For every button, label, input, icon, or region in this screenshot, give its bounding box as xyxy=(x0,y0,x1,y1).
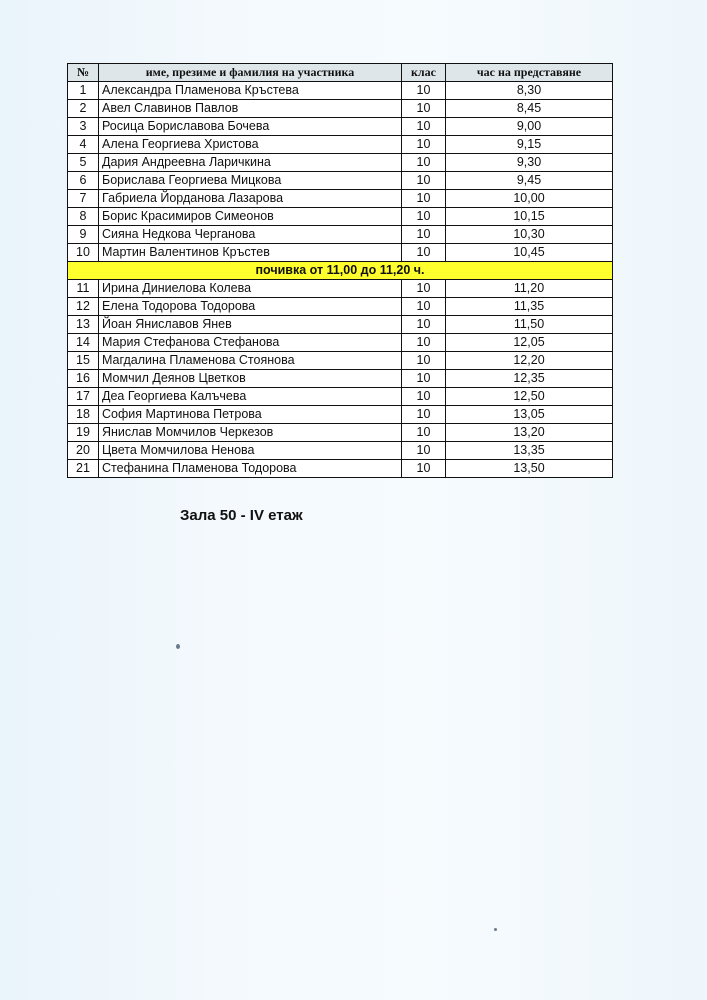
participant-class: 10 xyxy=(402,100,446,118)
participant-name: Дария Андреевна Ларичкина xyxy=(99,154,402,172)
presentation-time: 12,20 xyxy=(446,352,613,370)
participant-name: София Мартинова Петрова xyxy=(99,406,402,424)
participant-class: 10 xyxy=(402,334,446,352)
row-number: 4 xyxy=(68,136,99,154)
break-label: почивка от 11,00 до 11,20 ч. xyxy=(68,262,613,280)
participant-class: 10 xyxy=(402,298,446,316)
table-row xyxy=(68,352,613,370)
table-row xyxy=(68,226,613,244)
participant-name: Александра Пламенова Кръстева xyxy=(99,82,402,100)
table-row xyxy=(68,208,613,226)
participant-class: 10 xyxy=(402,442,446,460)
participant-name: Сияна Недкова Черганова xyxy=(99,226,402,244)
row-number: 21 xyxy=(68,460,99,478)
participant-name: Мартин Валентинов Кръстев xyxy=(99,244,402,262)
participant-class: 10 xyxy=(402,424,446,442)
row-number: 5 xyxy=(68,154,99,172)
participant-name: Йоан Яниславов Янев xyxy=(99,316,402,334)
table-row xyxy=(68,406,613,424)
participant-name: Стефанина Пламенова Тодорова xyxy=(99,460,402,478)
presentation-time: 8,45 xyxy=(446,100,613,118)
table-row xyxy=(68,280,613,298)
participant-name: Магдалина Пламенова Стоянова xyxy=(99,352,402,370)
scan-speck xyxy=(494,928,497,931)
row-number: 20 xyxy=(68,442,99,460)
table-row xyxy=(68,424,613,442)
presentation-time: 13,35 xyxy=(446,442,613,460)
scan-speck xyxy=(176,644,180,649)
presentation-time: 12,35 xyxy=(446,370,613,388)
table-row xyxy=(68,298,613,316)
presentation-time: 10,00 xyxy=(446,190,613,208)
participant-name: Ирина Диниелова Колева xyxy=(99,280,402,298)
row-number: 18 xyxy=(68,406,99,424)
participant-class: 10 xyxy=(402,208,446,226)
table-header-row xyxy=(68,64,613,82)
row-number: 3 xyxy=(68,118,99,136)
table-row xyxy=(68,460,613,478)
header-class: клас xyxy=(402,64,446,82)
presentation-time: 9,15 xyxy=(446,136,613,154)
participant-name: Борислава Георгиева Мицкова xyxy=(99,172,402,190)
participants-table xyxy=(67,63,613,478)
row-number: 11 xyxy=(68,280,99,298)
participant-class: 10 xyxy=(402,352,446,370)
participant-class: 10 xyxy=(402,226,446,244)
table-row xyxy=(68,442,613,460)
table-row xyxy=(68,100,613,118)
table-row xyxy=(68,154,613,172)
participant-class: 10 xyxy=(402,154,446,172)
row-number: 2 xyxy=(68,100,99,118)
presentation-time: 11,50 xyxy=(446,316,613,334)
row-number: 10 xyxy=(68,244,99,262)
table-row xyxy=(68,118,613,136)
header-name: име, презиме и фамилия на участника xyxy=(99,64,402,82)
participant-name: Борис Красимиров Симеонов xyxy=(99,208,402,226)
participant-name: Елена Тодорова Тодорова xyxy=(99,298,402,316)
break-row xyxy=(68,262,613,280)
presentation-time: 12,50 xyxy=(446,388,613,406)
participant-name: Цвета Момчилова Ненова xyxy=(99,442,402,460)
row-number: 15 xyxy=(68,352,99,370)
participant-name: Габриела Йорданова Лазарова xyxy=(99,190,402,208)
participant-class: 10 xyxy=(402,406,446,424)
participant-class: 10 xyxy=(402,244,446,262)
presentation-time: 11,20 xyxy=(446,280,613,298)
header-time: час на представяне xyxy=(446,64,613,82)
table-body xyxy=(68,82,613,478)
row-number: 1 xyxy=(68,82,99,100)
presentation-time: 13,20 xyxy=(446,424,613,442)
row-number: 8 xyxy=(68,208,99,226)
participant-class: 10 xyxy=(402,136,446,154)
table-row xyxy=(68,190,613,208)
participant-name: Деа Георгиева Калъчева xyxy=(99,388,402,406)
participant-class: 10 xyxy=(402,280,446,298)
participant-class: 10 xyxy=(402,190,446,208)
table-row xyxy=(68,370,613,388)
row-number: 14 xyxy=(68,334,99,352)
header-num: № xyxy=(68,64,99,82)
presentation-time: 10,30 xyxy=(446,226,613,244)
row-number: 6 xyxy=(68,172,99,190)
row-number: 16 xyxy=(68,370,99,388)
presentation-time: 9,45 xyxy=(446,172,613,190)
participant-class: 10 xyxy=(402,370,446,388)
presentation-time: 9,00 xyxy=(446,118,613,136)
row-number: 12 xyxy=(68,298,99,316)
table-row xyxy=(68,316,613,334)
participant-name: Момчил Деянов Цветков xyxy=(99,370,402,388)
participant-class: 10 xyxy=(402,82,446,100)
presentation-time: 8,30 xyxy=(446,82,613,100)
table-row xyxy=(68,82,613,100)
hall-label: Зала 50 - IV етаж xyxy=(180,507,303,524)
presentation-time: 10,45 xyxy=(446,244,613,262)
table-row xyxy=(68,172,613,190)
participant-class: 10 xyxy=(402,388,446,406)
presentation-time: 13,05 xyxy=(446,406,613,424)
participant-class: 10 xyxy=(402,172,446,190)
presentation-time: 10,15 xyxy=(446,208,613,226)
row-number: 7 xyxy=(68,190,99,208)
presentation-time: 13,50 xyxy=(446,460,613,478)
table-row xyxy=(68,244,613,262)
table-row xyxy=(68,334,613,352)
row-number: 13 xyxy=(68,316,99,334)
participant-name: Росица Бориславова Бочева xyxy=(99,118,402,136)
presentation-time: 9,30 xyxy=(446,154,613,172)
row-number: 19 xyxy=(68,424,99,442)
table-row xyxy=(68,388,613,406)
participant-class: 10 xyxy=(402,316,446,334)
presentation-time: 12,05 xyxy=(446,334,613,352)
participant-class: 10 xyxy=(402,460,446,478)
row-number: 9 xyxy=(68,226,99,244)
presentation-time: 11,35 xyxy=(446,298,613,316)
participant-name: Мария Стефанова Стефанова xyxy=(99,334,402,352)
participant-class: 10 xyxy=(402,118,446,136)
row-number: 17 xyxy=(68,388,99,406)
participant-name: Янислав Момчилов Черкезов xyxy=(99,424,402,442)
participant-name: Алена Георгиева Христова xyxy=(99,136,402,154)
participant-name: Авел Славинов Павлов xyxy=(99,100,402,118)
table-row xyxy=(68,136,613,154)
